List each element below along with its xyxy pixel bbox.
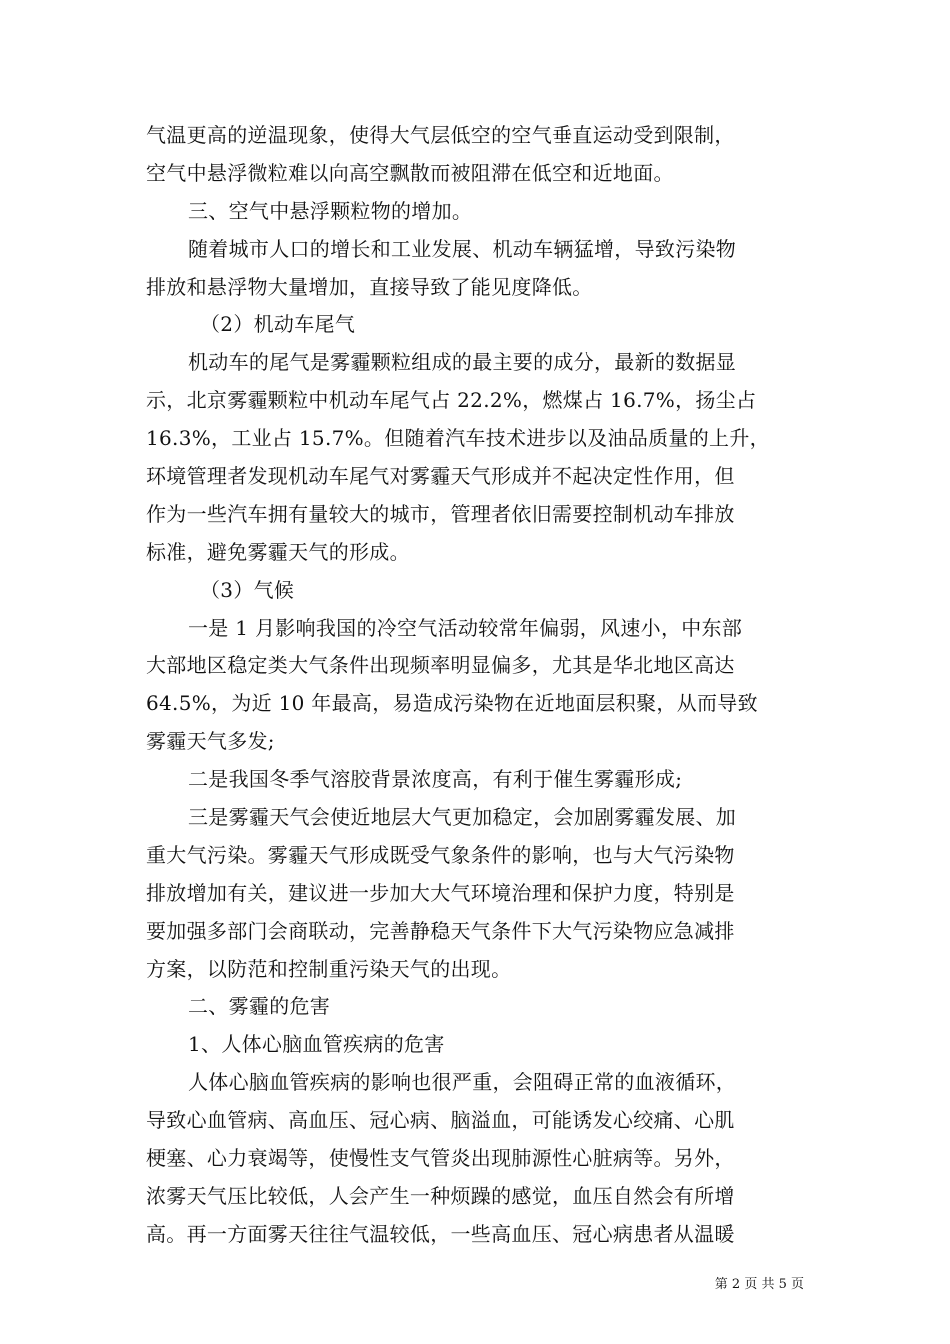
text-line: 空气中悬浮微粒难以向高空飘散而被阻滞在低空和近地面。 bbox=[146, 160, 674, 185]
text-line: 环境管理者发现机动车尾气对雾霾天气形成并不起决定性作用，但 bbox=[146, 464, 735, 489]
subsection-heading: （2）机动车尾气 bbox=[200, 312, 356, 337]
text-line: 排放和悬浮物大量增加，直接导致了能见度降低。 bbox=[146, 274, 593, 299]
text-line: 导致心血管病、高血压、冠心病、脑溢血，可能诱发心绞痛、心肌 bbox=[146, 1108, 735, 1133]
section-heading: 三、空气中悬浮颗粒物的增加。 bbox=[188, 198, 473, 223]
text-line: 气温更高的逆温现象，使得大气层低空的空气垂直运动受到限制， bbox=[146, 123, 735, 147]
text-line: 示，北京雾霾颗粒中机动车尾气占 22.2%，燃煤占 16.7%，扬尘占 bbox=[146, 388, 757, 413]
text-line: 机动车的尾气是雾霾颗粒组成的最主要的成分，最新的数据显 bbox=[188, 350, 737, 375]
text-line: 排放增加有关，建议进一步加大大气环境治理和保护力度，特别是 bbox=[146, 880, 735, 905]
text-line: 梗塞、心力衰竭等，使慢性支气管炎出现肺源性心脏病等。另外， bbox=[146, 1146, 735, 1171]
text-line: 要加强多部门会商联动，完善静稳天气条件下大气污染物应急减排 bbox=[146, 918, 735, 943]
text-line: 雾霾天气多发; bbox=[146, 729, 275, 754]
text-line: 重大气污染。雾霾天气形成既受气象条件的影响，也与大气污染物 bbox=[146, 842, 735, 867]
text-line: 标准，避免雾霾天气的形成。 bbox=[146, 539, 410, 564]
text-line: 一是 1 月影响我国的冷空气活动较常年偏弱，风速小，中东部 bbox=[188, 615, 743, 640]
text-line: 大部地区稳定类大气条件出现频率明显偏多，尤其是华北地区高达 bbox=[146, 653, 735, 678]
subsection-heading: （3）气候 bbox=[200, 577, 295, 602]
subsection-heading: 1、人体心脑血管疾病的危害 bbox=[188, 1032, 445, 1057]
text-line: 浓雾天气压比较低，人会产生一种烦躁的感觉，血压自然会有所增 bbox=[146, 1183, 735, 1208]
text-line: 随着城市人口的增长和工业发展、机动车辆猛增，导致污染物 bbox=[188, 236, 737, 261]
text-line: 方案，以防范和控制重污染天气的出现。 bbox=[146, 956, 512, 981]
text-line: 16.3%，工业占 15.7%。但随着汽车技术进步以及油品质量的上升， bbox=[146, 426, 770, 451]
text-line: 高。再一方面雾天往往气温较低，一些高血压、冠心病患者从温暖 bbox=[146, 1221, 735, 1246]
text-line: 64.5%，为近 10 年最高，易造成污染物在近地面层积聚，从而导致 bbox=[146, 691, 758, 716]
text-line: 人体心脑血管疾病的影响也很严重，会阻碍正常的血液循环， bbox=[188, 1070, 737, 1095]
body-text bbox=[146, 117, 806, 1254]
text-line: 二是我国冬季气溶胶背景浓度高，有利于催生雾霾形成; bbox=[188, 767, 683, 792]
section-heading: 二、雾霾的危害 bbox=[188, 994, 331, 1019]
page-number: 第 2 页 共 5 页 bbox=[714, 1277, 804, 1292]
text-line: 作为一些汽车拥有量较大的城市，管理者依旧需要控制机动车排放 bbox=[146, 501, 735, 526]
text-line: 三是雾霾天气会使近地层大气更加稳定，会加剧雾霾发展、加 bbox=[188, 805, 737, 830]
